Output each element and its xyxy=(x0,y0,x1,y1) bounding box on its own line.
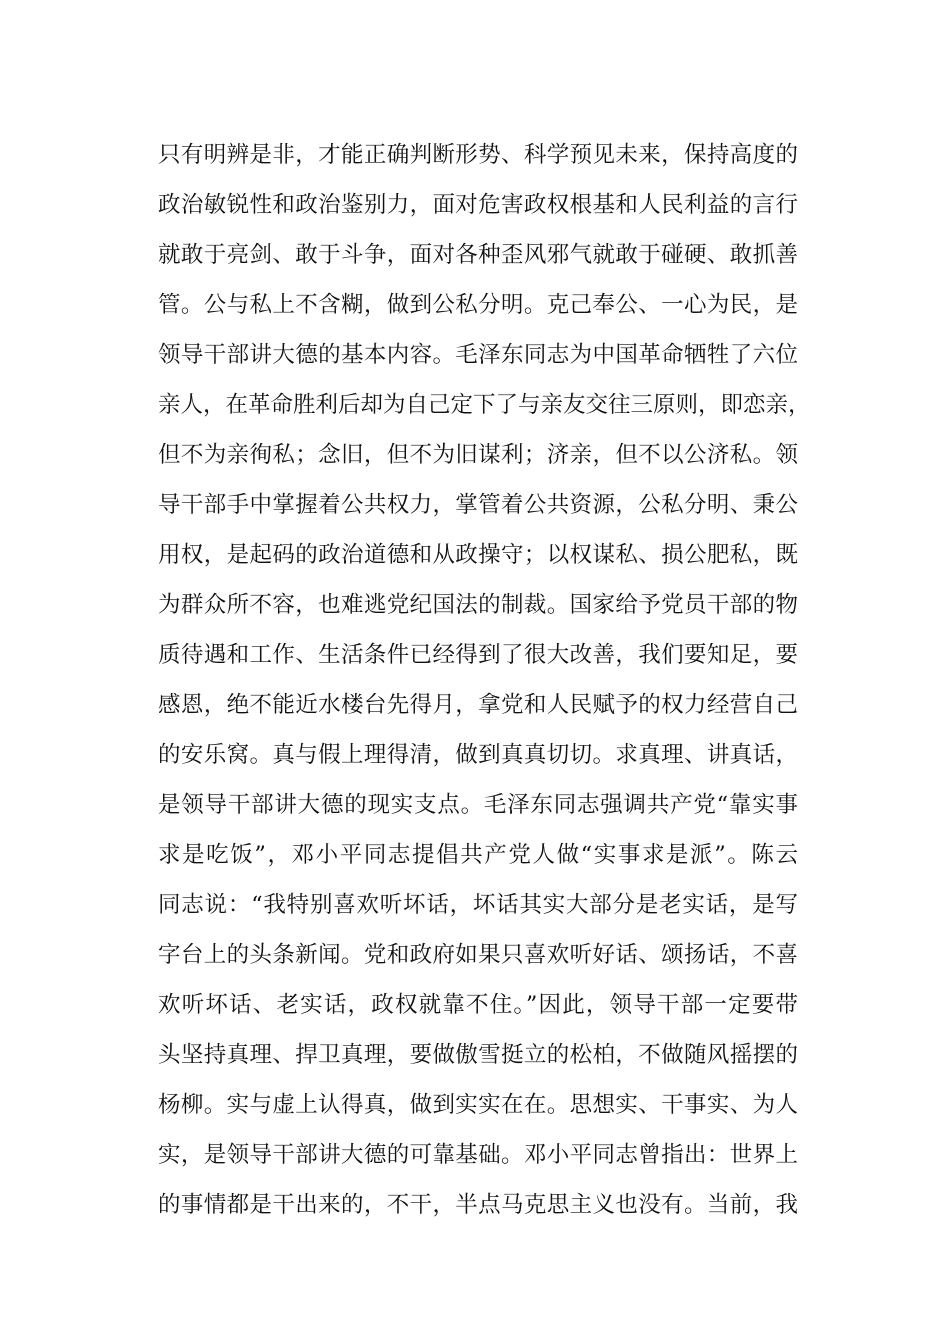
text-line: 头坚持真理、捍卫真理，要做傲雪挺立的松柏，不做随风摇摆的 xyxy=(158,1042,798,1068)
text-line: 但不为亲徇私；念旧，但不为旧谋利；济亲，但不以公济私。领 xyxy=(158,442,798,468)
text-line: 为群众所不容，也难逃党纪国法的制裁。国家给予党员干部的物 xyxy=(158,592,798,618)
text-line: 领导干部讲大德的基本内容。毛泽东同志为中国革命牺牲了六位 xyxy=(158,342,798,368)
text-line: 管。公与私上不含糊，做到公私分明。克己奉公、一心为民，是 xyxy=(158,292,798,318)
text-line: 感恩，绝不能近水楼台先得月，拿党和人民赋予的权力经营自己 xyxy=(158,692,798,718)
text-line: 质待遇和工作、生活条件已经得到了很大改善，我们要知足，要 xyxy=(158,642,798,668)
text-line: 导干部手中掌握着公共权力，掌管着公共资源，公私分明、秉公 xyxy=(158,492,798,518)
text-line: 用权，是起码的政治道德和从政操守；以权谋私、损公肥私，既 xyxy=(158,542,798,568)
text-line: 实，是领导干部讲大德的可靠基础。邓小平同志曾指出：世界上 xyxy=(158,1142,798,1168)
text-line: 杨柳。实与虚上认得真，做到实实在在。思想实、干事实、为人 xyxy=(158,1092,798,1118)
text-line: 只有明辨是非，才能正确判断形势、科学预见未来，保持高度的 xyxy=(158,142,798,168)
text-line: 是领导干部讲大德的现实支点。毛泽东同志强调共产党“靠实事 xyxy=(158,792,798,818)
text-line: 字台上的头条新闻。党和政府如果只喜欢听好话、颂扬话，不喜 xyxy=(158,942,798,968)
text-line: 同志说：“我特别喜欢听坏话，坏话其实大部分是老实话，是写 xyxy=(158,892,798,918)
text-line: 的事情都是干出来的，不干，半点马克思主义也没有。当前，我 xyxy=(158,1192,798,1218)
body-text xyxy=(158,130,811,1230)
text-line: 就敢于亮剑、敢于斗争，面对各种歪风邪气就敢于碰硬、敢抓善 xyxy=(158,242,798,268)
text-line: 亲人，在革命胜利后却为自己定下了与亲友交往三原则，即恋亲， xyxy=(158,392,811,418)
text-line: 求是吃饭”，邓小平同志提倡共产党人做“实事求是派”。陈云 xyxy=(158,842,798,868)
text-line: 欢听坏话、老实话，政权就靠不住。”因此，领导干部一定要带 xyxy=(158,992,798,1018)
text-line: 的安乐窝。真与假上理得清，做到真真切切。求真理、讲真话， xyxy=(158,742,798,768)
text-line: 政治敏锐性和政治鉴别力，面对危害政权根基和人民利益的言行 xyxy=(158,192,798,218)
